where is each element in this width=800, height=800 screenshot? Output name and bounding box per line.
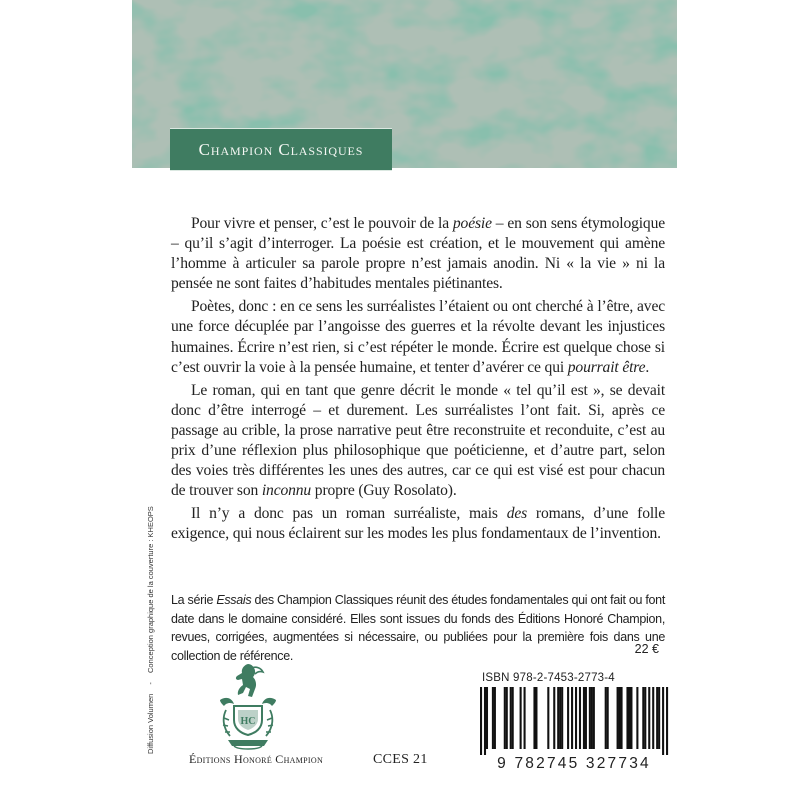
barcode-bar: [589, 687, 591, 749]
price: 22 €: [634, 642, 659, 656]
barcode-bar: [583, 687, 585, 749]
blurb-paragraph: [171, 381, 665, 502]
barcode-bar: [591, 687, 593, 749]
barcode-bar: [642, 687, 644, 749]
text-run: .: [645, 358, 650, 376]
barcode-bar: [480, 687, 482, 755]
blurb-paragraph: [171, 504, 665, 544]
italic-text: Essais: [216, 593, 252, 607]
barcode-bar: [607, 687, 609, 749]
barcode-bar: [553, 687, 555, 749]
blurb-paragraph: [171, 297, 665, 377]
italic-text: pourrait être: [567, 358, 646, 376]
barcode-bar: [605, 687, 607, 749]
barcode-bar: [535, 687, 537, 749]
barcode-bar: [567, 687, 569, 749]
series-name: Champion Classiques: [198, 139, 364, 159]
barcode-bar: [561, 687, 563, 749]
text-run: des Champion Classiques réunit des études fondamentales qui ont fait ou font date dans le domaine considéré. Elles sont issues du fonds des Éditions Honoré Champion, revues, corrigées, augmentées si nécessaire, ou publiées pour la première fois dans une collection de référence.: [171, 593, 665, 663]
side-credits: [146, 506, 155, 754]
publisher-name: Éditions Honoré Champion: [188, 752, 324, 766]
barcode-bar: [575, 687, 577, 749]
barcode: [478, 687, 670, 762]
barcode-bar: [571, 687, 573, 749]
barcode-bar: [579, 687, 581, 749]
barcode-bar: [652, 687, 654, 749]
back-cover-blurb: [171, 214, 665, 545]
barcode-bar: [492, 687, 494, 749]
barcode-bar: [630, 687, 632, 749]
barcode-bar: [636, 687, 638, 749]
italic-text: poésie: [452, 215, 492, 232]
design-credit: Conception graphique de la couverture : KHEOPS: [146, 506, 155, 673]
text-run: Le roman, qui en tant que genre décrit le monde « tel qu’il est », se devait donc d’être interrogé – et durement. Les surréalistes l’ont fait. Si, après ce passage au crible, la prose narrative peut être reconstruite et reconduite, c’est au prix d’une réflexion plus philosophique que poéticienne, et d’autre part, selon des voies très différentes les unes des autres, car ce qui est visé est pour chacun de trouver son: [171, 381, 665, 500]
text-run: Il n’y a donc pas un roman surréaliste, mais: [191, 505, 507, 523]
barcode-bar: [593, 687, 595, 749]
barcode-bar: [662, 687, 664, 755]
catalog-code: CCES 21: [373, 752, 428, 767]
horse-crest-icon: [220, 664, 276, 749]
barcode-bar: [504, 687, 506, 749]
barcode-bar: [524, 687, 526, 749]
credit-separator: -: [146, 682, 155, 685]
barcode-bar: [626, 687, 628, 749]
barcode-bar: [666, 687, 668, 755]
barcode-bar: [644, 687, 646, 749]
barcode-bar: [486, 687, 488, 749]
text-run: propre (Guy Rosolato).: [311, 482, 457, 500]
barcode-bar: [557, 687, 559, 749]
barcode-bar: [628, 687, 630, 749]
barcode-bar: [658, 687, 660, 749]
text-run: La série: [171, 593, 217, 607]
barcode-bar: [494, 687, 496, 749]
series-banner: [170, 128, 392, 171]
italic-text: inconnu: [261, 482, 312, 500]
barcode-bar: [656, 687, 658, 749]
barcode-bar: [533, 687, 535, 749]
barcode-bar: [619, 687, 621, 749]
barcode-bar: [484, 687, 486, 755]
barcode-bar: [648, 687, 650, 749]
text-run: Poètes, donc : en ce sens les surréalistes l’étaient ou ont cherché à l’être, avec une force décuplée par l’angoisse des guerres et la révolte devant les injustices humaines. Écrire n’est rien, si c’est répéter le monde. Écrire est quelque chose si c’est ouvrir la voie à la pensée humaine, et tenter d’avérer ce qui: [171, 298, 665, 376]
barcode-bar: [621, 687, 623, 749]
distribution-credit: Diffusion Volumen: [146, 693, 155, 754]
barcode-bar: [512, 687, 514, 749]
text-run: Pour vivre et penser, c’est le pouvoir de la: [191, 215, 453, 232]
barcode-bar: [520, 687, 522, 749]
text-run: romans, d’une folle exigence, qui nous éclairent sur les modes les plus fondamentaux de l’invention.: [171, 505, 665, 543]
publisher-logo: [212, 660, 284, 754]
barcode-bar: [617, 687, 619, 749]
barcode-bar: [547, 687, 549, 749]
barcode-number: 9 782745 327734: [497, 755, 651, 772]
barcode-bar: [506, 687, 508, 749]
logo-monogram: HC: [240, 716, 256, 727]
barcode-bar: [559, 687, 561, 749]
italic-text: des: [506, 505, 528, 523]
barcode-bar: [510, 687, 512, 749]
barcode-bar: [585, 687, 587, 749]
isbn: ISBN 978-2-7453-2773-4: [482, 672, 615, 684]
blurb-paragraph: [171, 214, 665, 294]
text-run: – en son sens étymologique – qu’il s’agit d’interroger. La poésie est création, et le mouvement qui amène l’homme à articuler sa parole propre n’est jamais anodin. Ni « la vie » ni la pensée ne sont faites d’habitudes mentales piétinantes.: [171, 215, 665, 293]
